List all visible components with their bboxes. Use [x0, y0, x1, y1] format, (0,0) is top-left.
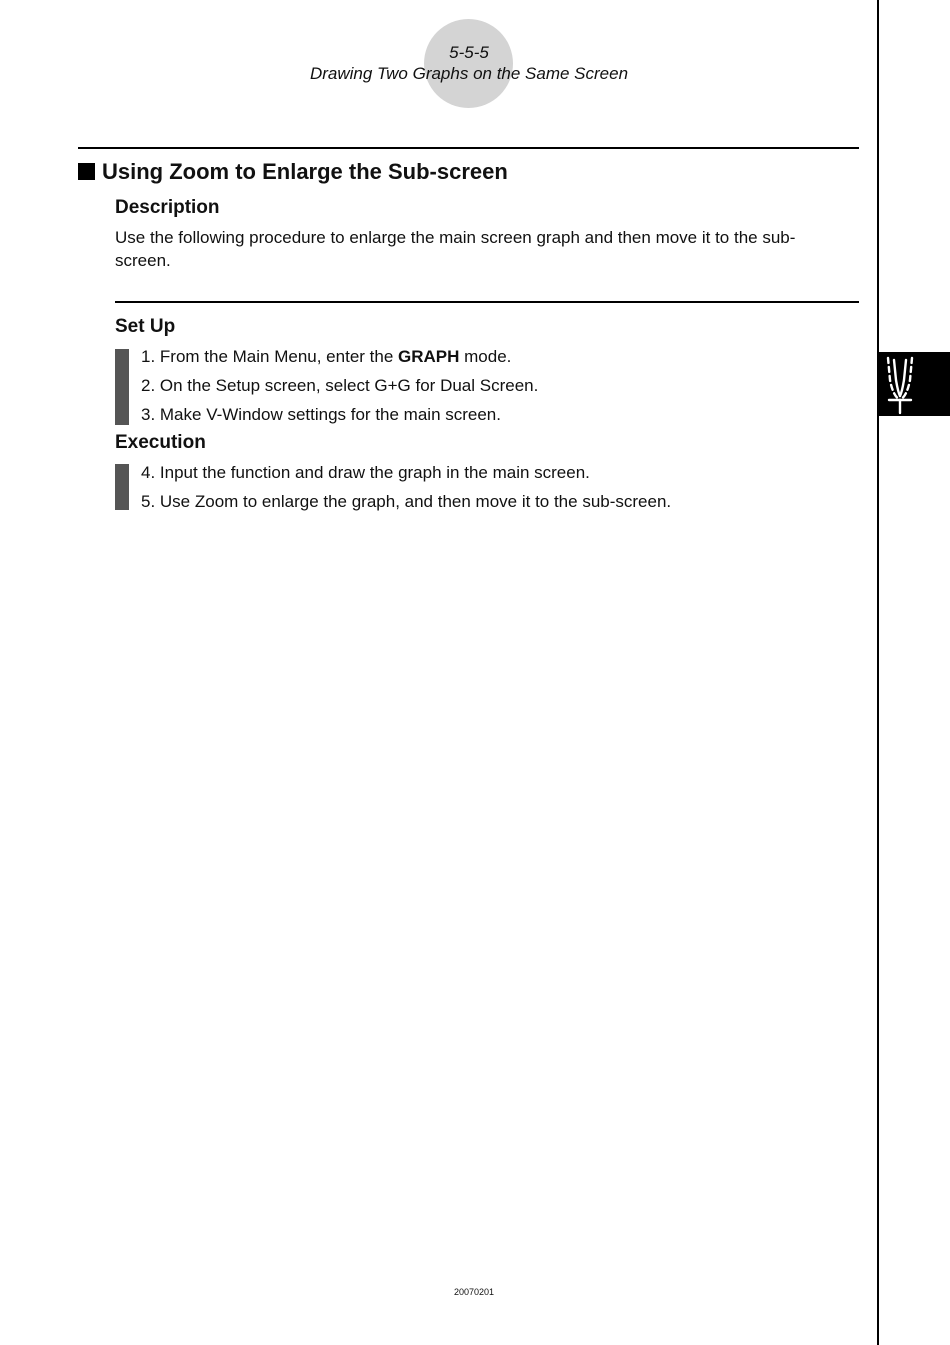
graph-mode-icon: [879, 352, 950, 416]
setup-rule: [115, 301, 859, 303]
execution-heading: Execution: [115, 432, 206, 453]
section-rule: [78, 147, 859, 149]
execution-step-4: 4. Input the function and draw the graph in the main screen.: [141, 463, 590, 482]
description-line: screen.: [115, 251, 171, 270]
chapter-tab: [879, 352, 950, 416]
execution-step-bar: [115, 464, 129, 510]
square-bullet-icon: [78, 163, 95, 180]
description-line: Use the following procedure to enlarge the main screen graph and then move it to the sub-: [115, 228, 796, 247]
setup-step-2: 2. On the Setup screen, select G+G for Dual Screen.: [141, 376, 539, 395]
setup-heading: Set Up: [115, 316, 176, 337]
footer-code: 20070201: [453, 1287, 495, 1297]
section-title: [78, 158, 508, 186]
description-heading: Description: [115, 197, 220, 218]
execution-step-5: 5. Use Zoom to enlarge the graph, and then move it to the sub-screen.: [141, 492, 672, 511]
setup-step-3: 3. Make V-Window settings for the main screen.: [141, 405, 501, 424]
page-subtitle: Drawing Two Graphs on the Same Screen: [309, 64, 629, 83]
page-number: 5-5-5: [449, 43, 489, 62]
section-title-text: Using Zoom to Enlarge the Sub-screen: [102, 159, 508, 184]
description-body: [115, 226, 850, 272]
setup-step-1: 1. From the Main Menu, enter the GRAPH mode.: [141, 347, 512, 366]
mode-name: GRAPH: [398, 347, 460, 366]
right-margin-rule: [877, 0, 879, 1345]
setup-step-bar: [115, 349, 129, 425]
